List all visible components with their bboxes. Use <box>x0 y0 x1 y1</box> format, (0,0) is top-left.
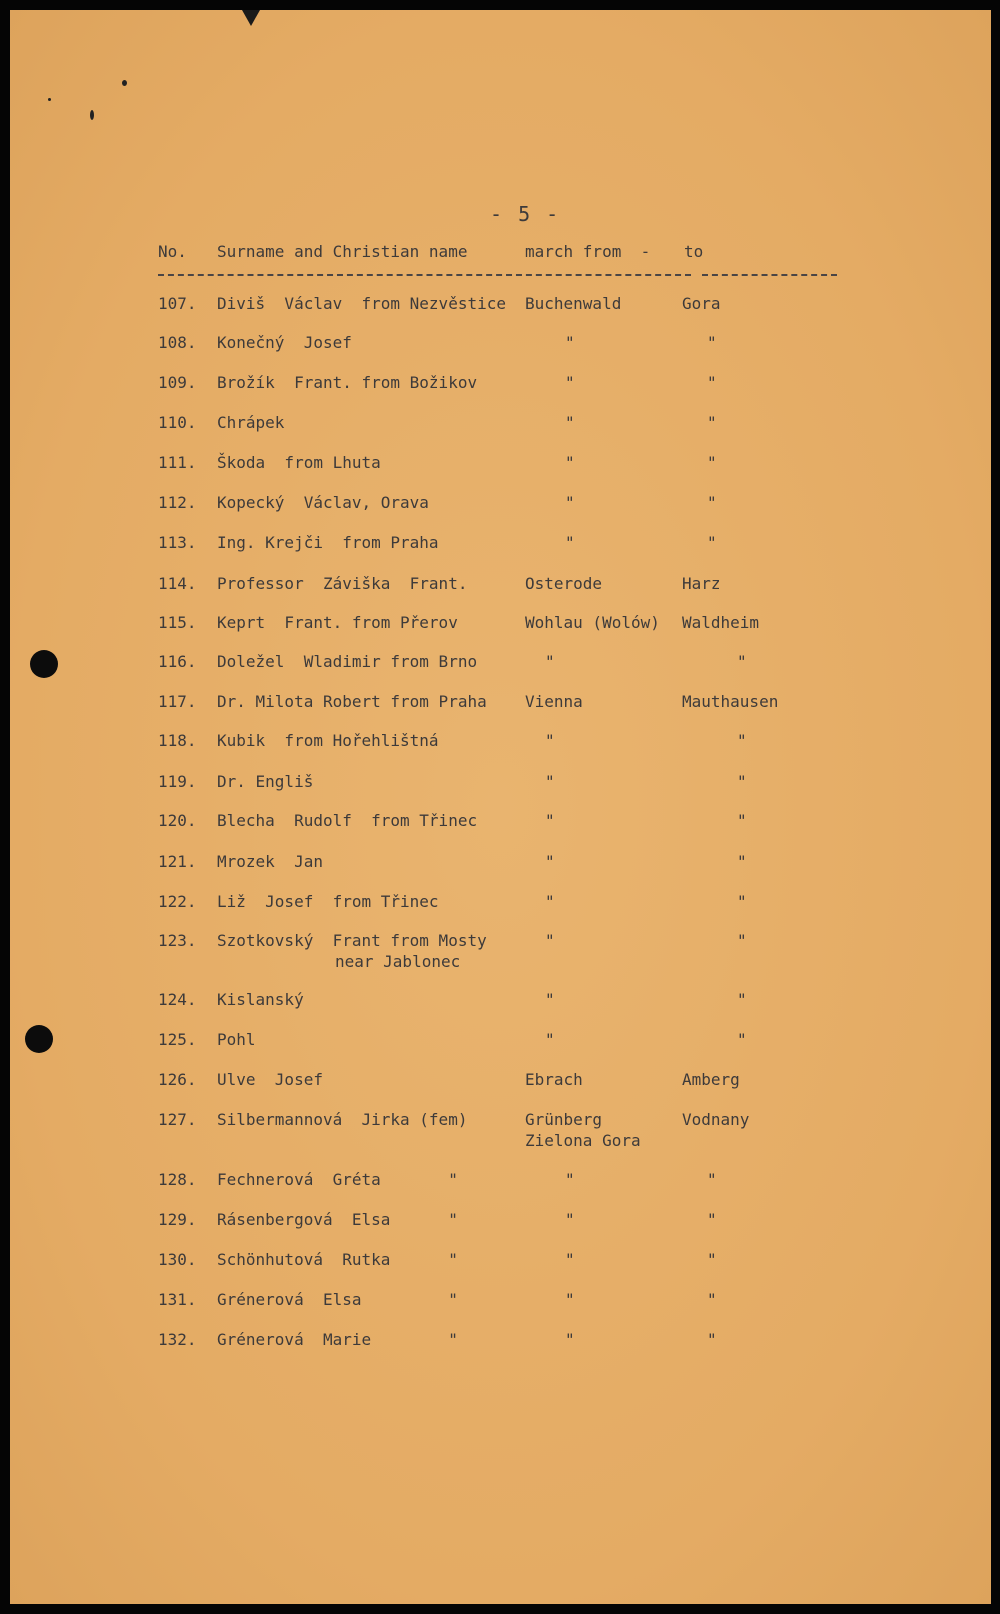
row-number: 117. <box>158 692 197 711</box>
page-number: - 5 - <box>490 202 561 226</box>
ink-speck <box>48 98 51 101</box>
row-from: " <box>545 852 555 871</box>
row-name: Dr. Engliš <box>217 772 314 791</box>
header-to: to <box>684 242 704 261</box>
row-from: Grünberg <box>525 1110 603 1129</box>
row-name: Keprt Frant. from Přerov <box>217 613 458 632</box>
row-name: Kopecký Václav, Orava <box>217 493 429 512</box>
row-name: Chrápek <box>217 413 285 432</box>
row-from: " <box>565 373 575 392</box>
row-to: " <box>737 1030 747 1049</box>
row-to: " <box>737 731 747 750</box>
row-number: 110. <box>158 413 197 432</box>
row-name: Grénerová Elsa " <box>217 1290 458 1309</box>
row-to: Harz <box>682 574 721 593</box>
page-notch <box>242 10 260 26</box>
row-number: 125. <box>158 1030 197 1049</box>
row-name: Szotkovský Frant from Mosty <box>217 931 487 950</box>
row-name: Grénerová Marie " <box>217 1330 458 1349</box>
row-from: " <box>565 1290 575 1309</box>
header-rule <box>702 274 837 276</box>
row-to: " <box>737 811 747 830</box>
row-from: " <box>565 1250 575 1269</box>
row-from: " <box>545 990 555 1009</box>
row-to: Waldheim <box>682 613 760 632</box>
row-from: Osterode <box>525 574 603 593</box>
row-name: Konečný Josef <box>217 333 352 352</box>
ink-speck <box>122 80 127 86</box>
row-from: " <box>565 533 575 552</box>
row-from: Buchenwald <box>525 294 622 313</box>
row-name: Silbermannová Jirka (fem) <box>217 1110 468 1129</box>
row-number: 114. <box>158 574 197 593</box>
row-to: Amberg <box>682 1070 740 1089</box>
row-number: 132. <box>158 1330 197 1349</box>
ink-speck <box>90 110 94 120</box>
row-to: Gora <box>682 294 721 313</box>
row-from: " <box>565 493 575 512</box>
row-to: Vodnany <box>682 1110 750 1129</box>
row-number: 116. <box>158 652 197 671</box>
row-number: 121. <box>158 852 197 871</box>
header-name: Surname and Christian name <box>217 242 468 261</box>
row-from-continued: Zielona Gora <box>525 1131 641 1150</box>
row-name: Kislanský <box>217 990 304 1009</box>
header-from: march from - <box>525 242 651 261</box>
row-name: Brožík Frant. from Božikov <box>217 373 478 392</box>
row-from: " <box>565 1210 575 1229</box>
row-to: " <box>737 852 747 871</box>
row-number: 123. <box>158 931 197 950</box>
row-name: Škoda from Lhuta <box>217 453 381 472</box>
row-name: Rásenbergová Elsa " <box>217 1210 458 1229</box>
row-from: Wohlau (Wolów) <box>525 613 660 632</box>
row-number: 119. <box>158 772 197 791</box>
row-number: 130. <box>158 1250 197 1269</box>
row-name: Liž Josef from Třinec <box>217 892 439 911</box>
punch-hole <box>25 1025 53 1053</box>
row-to: " <box>707 1290 717 1309</box>
row-to: " <box>737 990 747 1009</box>
row-to: " <box>737 652 747 671</box>
row-number: 118. <box>158 731 197 750</box>
row-name: Fechnerová Gréta " <box>217 1170 458 1189</box>
row-number: 113. <box>158 533 197 552</box>
row-number: 109. <box>158 373 197 392</box>
row-name: Schönhutová Rutka " <box>217 1250 458 1269</box>
row-name: Mrozek Jan <box>217 852 323 871</box>
row-to: " <box>707 1170 717 1189</box>
row-to: " <box>707 373 717 392</box>
row-from: " <box>545 772 555 791</box>
row-to: " <box>707 533 717 552</box>
row-from: " <box>565 453 575 472</box>
row-to: " <box>737 931 747 950</box>
row-number: 126. <box>158 1070 197 1089</box>
row-to: " <box>737 892 747 911</box>
row-to: " <box>707 493 717 512</box>
row-name: Doležel Wladimir from Brno <box>217 652 478 671</box>
row-from: " <box>545 892 555 911</box>
row-from: " <box>565 1330 575 1349</box>
row-number: 115. <box>158 613 197 632</box>
row-from: " <box>565 413 575 432</box>
row-name: Professor Záviška Frant. <box>217 574 468 593</box>
row-from: Vienna <box>525 692 583 711</box>
row-from: " <box>565 1170 575 1189</box>
row-name: Ulve Josef <box>217 1070 323 1089</box>
row-to: " <box>707 333 717 352</box>
row-from: " <box>545 652 555 671</box>
row-name: Blecha Rudolf from Třinec <box>217 811 478 830</box>
row-name: Diviš Václav from Nezvěstice <box>217 294 506 313</box>
row-to: " <box>737 772 747 791</box>
header-rule <box>158 274 691 276</box>
row-to: " <box>707 453 717 472</box>
header-no: No. <box>158 242 187 261</box>
row-from: Ebrach <box>525 1070 583 1089</box>
row-from: " <box>545 1030 555 1049</box>
row-number: 127. <box>158 1110 197 1129</box>
row-name-continued: near Jablonec <box>335 952 461 971</box>
row-from: " <box>545 811 555 830</box>
row-to: " <box>707 1250 717 1269</box>
row-number: 108. <box>158 333 197 352</box>
row-name: Ing. Krejči from Praha <box>217 533 439 552</box>
row-number: 129. <box>158 1210 197 1229</box>
row-name: Dr. Milota Robert from Praha <box>217 692 487 711</box>
row-number: 131. <box>158 1290 197 1309</box>
row-number: 128. <box>158 1170 197 1189</box>
punch-hole <box>30 650 58 678</box>
row-name: Kubik from Hořehlištná <box>217 731 439 750</box>
row-number: 122. <box>158 892 197 911</box>
row-to: " <box>707 413 717 432</box>
row-from: " <box>545 731 555 750</box>
row-number: 112. <box>158 493 197 512</box>
row-to: " <box>707 1330 717 1349</box>
document-page <box>10 10 991 1604</box>
row-name: Pohl <box>217 1030 256 1049</box>
row-from: " <box>565 333 575 352</box>
row-number: 120. <box>158 811 197 830</box>
row-number: 107. <box>158 294 197 313</box>
row-to: Mauthausen <box>682 692 779 711</box>
row-from: " <box>545 931 555 950</box>
row-to: " <box>707 1210 717 1229</box>
row-number: 111. <box>158 453 197 472</box>
row-number: 124. <box>158 990 197 1009</box>
